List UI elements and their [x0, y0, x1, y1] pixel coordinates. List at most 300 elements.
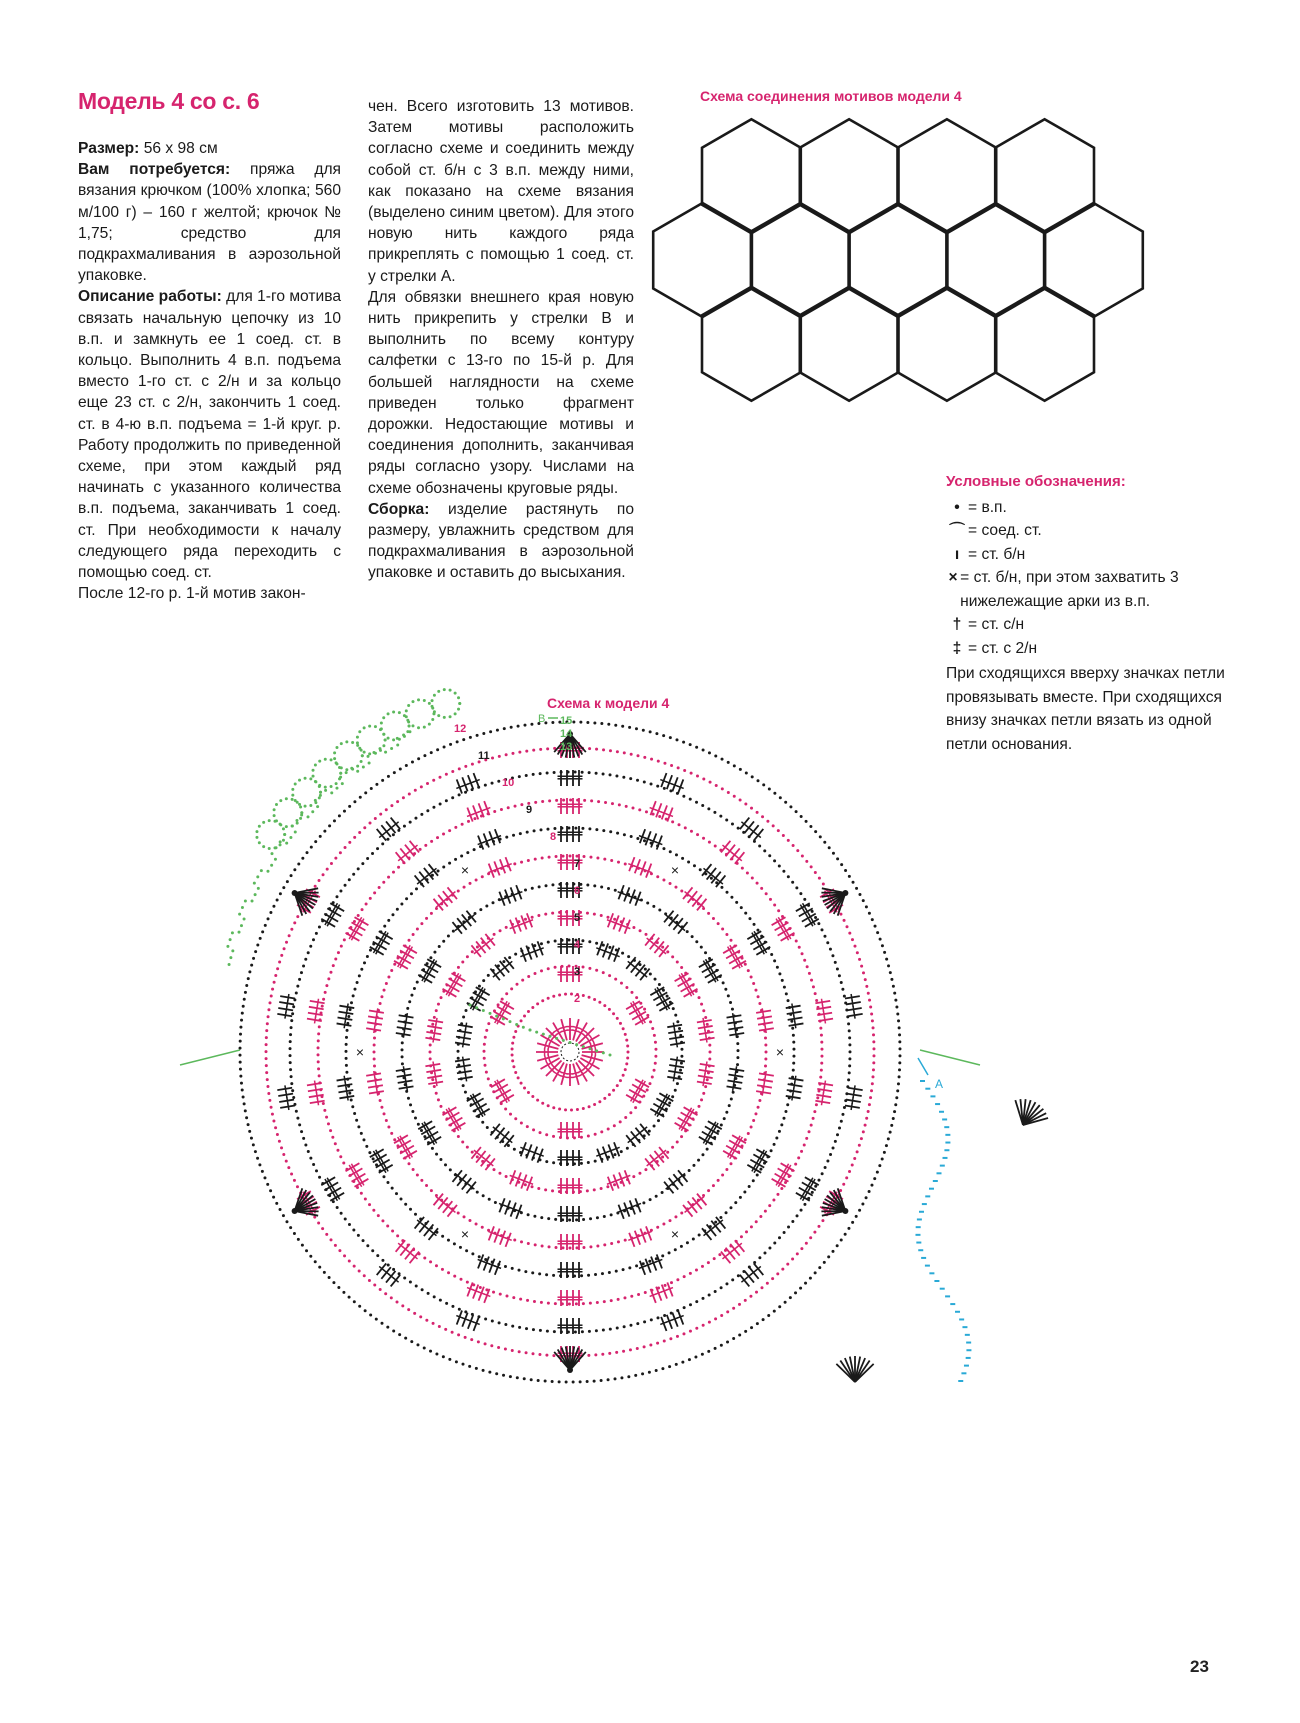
stitch-symbol — [373, 942, 387, 950]
stitch-symbol — [500, 1095, 514, 1103]
chain-dot — [758, 1256, 761, 1259]
chain-dot — [828, 846, 831, 849]
stitch-symbol — [723, 1151, 737, 1159]
stitch-symbol — [626, 1095, 640, 1103]
chain-dot — [800, 1209, 803, 1212]
row-number-label: 2 — [574, 993, 581, 1005]
chain-dot — [410, 892, 413, 895]
chain-dot — [399, 1198, 402, 1201]
chain-dot — [449, 743, 452, 746]
chain-dot — [738, 1303, 741, 1306]
stitch-symbol — [727, 1084, 742, 1091]
chain-dot — [724, 988, 727, 991]
chain-dot — [848, 1170, 851, 1173]
chain-dot — [477, 1340, 480, 1343]
chain-dot — [352, 1228, 355, 1231]
chain-dot — [595, 748, 598, 751]
chain-dot — [242, 1005, 245, 1008]
chain-dot — [868, 912, 871, 915]
chain-dot — [386, 1181, 389, 1184]
chain-dot — [568, 939, 571, 942]
chain-dot — [443, 688, 446, 691]
chain-dot — [513, 862, 516, 865]
chain-dot — [381, 842, 384, 845]
materials-paragraph — [78, 159, 341, 286]
stitch-symbol — [789, 1076, 804, 1083]
stitch-symbol — [476, 1109, 490, 1117]
chain-dot — [616, 1084, 619, 1087]
chain-dot — [462, 738, 465, 741]
chain-dot — [311, 810, 314, 813]
stitch-symbol — [781, 1163, 795, 1171]
joining-chain — [916, 1226, 921, 1228]
chain-dot — [759, 1168, 762, 1171]
chain-dot — [738, 1334, 741, 1337]
chain-dot — [259, 937, 262, 940]
joining-chain — [920, 1080, 925, 1082]
chain-dot — [430, 912, 433, 915]
chain-dot — [454, 712, 457, 715]
chain-dot — [745, 772, 748, 775]
chain-dot — [290, 928, 293, 931]
materials-label: Вам потребуется: — [78, 161, 231, 179]
chain-dot — [720, 886, 723, 889]
chain-dot — [539, 748, 542, 751]
stitch-symbol — [521, 1175, 528, 1189]
stitch-symbol — [726, 1146, 740, 1154]
chain-dot — [375, 1318, 378, 1321]
chain-dot — [813, 1110, 816, 1113]
stitch-symbol — [558, 770, 565, 786]
chain-dot — [268, 847, 271, 850]
stitch-symbol — [515, 918, 522, 932]
chain-dot — [773, 1241, 776, 1244]
joining-chain — [961, 1372, 966, 1374]
chain-dot — [272, 905, 275, 908]
chain-dot — [602, 772, 605, 775]
chain-dot — [607, 723, 610, 726]
stitch-symbol — [473, 1285, 480, 1299]
chain-dot — [324, 991, 327, 994]
chain-dot — [417, 726, 420, 729]
joining-chain — [958, 1380, 963, 1382]
chain-dot — [628, 1266, 631, 1269]
chain-dot — [438, 1325, 441, 1328]
chain-dot — [239, 1054, 242, 1057]
chain-dot — [391, 1229, 394, 1232]
chain-dot — [471, 950, 474, 953]
chain-dot — [390, 747, 393, 750]
chain-dot — [330, 862, 333, 865]
chain-dot — [312, 775, 315, 778]
chain-dot — [657, 760, 660, 763]
chain-dot — [524, 918, 527, 921]
chain-dot — [393, 963, 396, 966]
chain-dot — [400, 902, 403, 905]
chain-dot — [889, 1131, 892, 1134]
chain-dot — [345, 1064, 348, 1067]
chain-dot — [387, 1263, 390, 1266]
stitch-symbol — [564, 1150, 571, 1166]
chain-dot — [341, 782, 344, 785]
chain-dot — [527, 1213, 530, 1216]
chain-dot — [496, 729, 499, 732]
chain-dot — [391, 1187, 394, 1190]
joining-chain — [943, 1157, 948, 1159]
stitch-symbol — [708, 975, 722, 983]
stitch-symbol — [428, 1018, 443, 1025]
chain-dot — [610, 859, 613, 862]
chain-dot — [431, 699, 434, 702]
chain-dot — [315, 932, 318, 935]
chain-dot — [521, 979, 524, 982]
stitch-symbol — [640, 861, 647, 875]
stitch-symbol — [799, 1188, 813, 1196]
chain-dot — [590, 799, 593, 802]
stitch-symbol — [497, 1090, 511, 1098]
chain-dot — [782, 1117, 785, 1120]
chain-dot — [345, 1071, 348, 1074]
stitch-symbol — [452, 1123, 466, 1131]
chain-dot — [541, 999, 544, 1002]
chain-dot — [858, 958, 861, 961]
chain-dot — [449, 1168, 452, 1171]
stitch-symbol — [558, 1318, 565, 1334]
chain-dot — [570, 1108, 573, 1111]
chain-dot — [491, 757, 494, 760]
chain-dot — [614, 889, 617, 892]
chain-dot — [704, 1085, 707, 1088]
chain-dot — [301, 1244, 304, 1247]
chain-dot — [719, 815, 722, 818]
chain-dot — [482, 732, 485, 735]
chain-dot — [680, 1135, 683, 1138]
chain-dot — [545, 1273, 548, 1276]
chain-dot — [620, 1376, 623, 1379]
motif-hexagon — [946, 203, 1045, 317]
chain-dot — [342, 1162, 345, 1165]
chain-dot — [390, 804, 393, 807]
chain-dot — [524, 889, 527, 892]
chain-dot — [523, 1377, 526, 1380]
stitch-symbol — [473, 992, 487, 1000]
chain-dot — [624, 862, 627, 865]
chain-dot — [368, 1279, 371, 1282]
chain-dot — [415, 1284, 418, 1287]
chain-dot — [829, 948, 832, 951]
chain-dot — [423, 1347, 426, 1350]
chain-dot — [497, 1346, 500, 1349]
chain-dot — [317, 1060, 320, 1063]
chain-dot — [815, 1103, 818, 1106]
chain-dot — [890, 1124, 893, 1127]
chain-dot — [463, 886, 466, 889]
chain-dot — [568, 1218, 571, 1221]
chain-dot — [435, 1092, 438, 1095]
chain-dot — [898, 1047, 901, 1050]
stitch-symbol — [488, 864, 495, 878]
chain-dot — [333, 757, 336, 760]
chain-dot — [674, 1248, 677, 1251]
chain-dot — [285, 825, 288, 828]
stitch-symbol — [467, 808, 474, 822]
chain-dot — [317, 1046, 320, 1049]
stitch-symbol — [277, 1012, 292, 1019]
chain-dot — [339, 1155, 342, 1158]
joining-chain — [966, 1349, 971, 1351]
chain-dot — [462, 1016, 465, 1019]
chain-dot — [782, 834, 785, 837]
stitch-symbol — [778, 928, 792, 936]
chain-dot — [347, 1015, 350, 1018]
chain-dot — [792, 1034, 795, 1037]
chain-dot — [293, 921, 296, 924]
chain-dot — [695, 1327, 698, 1330]
chain-dot — [475, 878, 478, 881]
stitch-symbol — [489, 831, 496, 845]
chain-dot — [368, 1203, 371, 1206]
chain-dot — [589, 1302, 592, 1305]
stitch-symbol — [510, 1170, 517, 1184]
chain-dot — [744, 963, 747, 966]
chain-dot — [505, 1294, 508, 1297]
chain-dot — [488, 1198, 491, 1201]
chain-dot — [684, 826, 687, 829]
chain-dot — [654, 1062, 657, 1065]
chain-dot — [508, 956, 511, 959]
chain-dot — [772, 1199, 775, 1202]
chain-dot — [445, 799, 448, 802]
chain-dot — [468, 1365, 471, 1368]
chain-dot — [314, 780, 317, 783]
chain-dot — [621, 952, 624, 955]
stitch-symbol — [650, 833, 657, 847]
chain-dot — [682, 741, 685, 744]
chain-dot — [680, 1055, 683, 1058]
chain-dot — [794, 1163, 797, 1166]
chain-dot — [417, 698, 420, 701]
chain-dot — [874, 925, 877, 928]
chain-dot — [435, 1264, 438, 1267]
chain-dot — [420, 1129, 423, 1132]
chain-dot — [649, 1344, 652, 1347]
chain-dot — [719, 1216, 722, 1219]
chain-dot — [773, 1310, 776, 1313]
chain-dot — [387, 775, 390, 778]
chain-dot — [878, 1164, 881, 1167]
stitch-symbol — [425, 1061, 440, 1068]
chain-dot — [366, 1244, 369, 1247]
joining-chain — [934, 1280, 939, 1282]
chain-dot — [588, 827, 591, 830]
chain-dot — [369, 949, 372, 952]
chain-dot — [737, 1274, 740, 1277]
page-title: Модель 4 со с. 6 — [78, 88, 260, 114]
chain-dot — [498, 1172, 501, 1175]
chain-dot — [754, 989, 757, 992]
chain-dot — [363, 726, 366, 729]
stitch-symbol — [427, 1024, 442, 1031]
chain-dot — [757, 1106, 760, 1109]
chain-dot — [399, 767, 402, 770]
chain-dot — [843, 995, 846, 998]
chain-dot — [414, 789, 417, 792]
stitch-symbol — [634, 1198, 641, 1212]
chain-dot — [725, 1282, 728, 1285]
stitch-symbol — [702, 1132, 716, 1140]
chain-dot — [373, 891, 376, 894]
chain-dot — [377, 1214, 380, 1217]
chain-dot — [416, 1173, 419, 1176]
chain-dot — [476, 1155, 479, 1158]
chain-dot — [481, 1226, 484, 1229]
chain-dot — [770, 953, 773, 956]
chain-dot — [670, 764, 673, 767]
stitch-symbol — [421, 1126, 435, 1134]
chain-dot — [384, 751, 387, 754]
chain-dot — [757, 995, 760, 998]
chain-dot — [714, 754, 717, 757]
chain-dot — [701, 1353, 704, 1356]
chain-dot — [883, 951, 886, 954]
chain-dot — [247, 1123, 250, 1126]
chain-dot — [314, 1260, 317, 1263]
chain-dot — [860, 965, 863, 968]
chain-dot — [545, 1160, 548, 1163]
chain-dot — [491, 1320, 494, 1323]
sc-cross-marker: × — [775, 1044, 785, 1060]
chain-dot — [448, 862, 451, 865]
stitch-symbol — [346, 1163, 360, 1171]
chain-dot — [494, 1201, 497, 1204]
chain-dot — [601, 1353, 604, 1356]
chain-dot — [558, 993, 561, 996]
chain-dot — [607, 887, 610, 890]
chain-dot — [525, 750, 528, 753]
chain-dot — [409, 1103, 412, 1106]
chain-dot — [289, 836, 292, 839]
chain-dot — [466, 1146, 469, 1149]
chain-dot — [339, 772, 342, 775]
stitch-symbol — [848, 1085, 863, 1092]
chain-dot — [447, 1271, 450, 1274]
chain-dot — [865, 905, 868, 908]
chain-dot — [553, 771, 556, 774]
chain-dot — [848, 1036, 851, 1039]
chain-dot — [868, 1103, 871, 1106]
chain-dot — [881, 944, 884, 947]
chain-stitch-icon: • — [954, 498, 960, 516]
chain-dot — [582, 1302, 585, 1305]
chain-dot — [307, 951, 310, 954]
chain-dot — [668, 1251, 671, 1254]
chain-dot — [595, 969, 598, 972]
chain-dot — [296, 1185, 299, 1188]
chain-dot — [714, 1290, 717, 1293]
chain-dot — [575, 1218, 578, 1221]
motif-hexagon — [1044, 203, 1143, 317]
chain-dot — [727, 791, 730, 794]
chain-dot — [318, 879, 321, 882]
chain-dot — [482, 979, 485, 982]
stitch-symbol — [655, 803, 662, 817]
legend-text: = в.п. — [968, 498, 1007, 516]
chain-dot — [843, 1106, 846, 1109]
chain-dot — [602, 1329, 605, 1332]
chain-dot — [848, 1043, 851, 1046]
chain-dot — [608, 946, 611, 949]
stitch-symbol — [324, 914, 338, 922]
stitch-symbol — [799, 908, 813, 916]
legend-item-tr — [946, 637, 1226, 661]
row-number-label: 4 — [574, 939, 581, 951]
joining-chain — [942, 1118, 947, 1120]
stitch-symbol — [468, 775, 475, 789]
chain-dot — [552, 995, 555, 998]
chain-dot — [439, 1299, 442, 1302]
stitch-symbol — [747, 1165, 761, 1173]
stitch-symbol — [684, 1107, 698, 1115]
chain-dot — [678, 1027, 681, 1030]
chain-dot — [309, 945, 312, 948]
edging-paragraph: Для обвязки внешнего края новую нить прикрепить у стрелки В и выполнить по всему контуру салфетки с 13-го по 15-й р. Для большей наглядности на схеме приведен только фрагмент дорожки. Недостающие мотивы и соединения дополнить, заканчивая ряды согласно узору. Числами на схеме обозначены круговые ряды. — [368, 288, 634, 497]
chain-dot — [603, 1097, 606, 1100]
chain-dot — [706, 1148, 709, 1151]
chain-dot — [531, 1006, 534, 1009]
chain-dot — [650, 1318, 653, 1321]
chain-dot — [682, 1332, 685, 1335]
chain-dot — [721, 928, 724, 931]
chain-dot — [589, 1047, 592, 1050]
chain-dot — [526, 1125, 529, 1128]
stitch-symbol — [452, 973, 466, 981]
stitch-symbol — [805, 919, 819, 927]
chain-dot — [649, 1020, 652, 1023]
chain-dot — [275, 803, 278, 806]
chain-dot — [411, 1110, 414, 1113]
stitch-symbol — [470, 998, 484, 1006]
chain-dot — [575, 1246, 578, 1249]
chain-dot — [810, 865, 813, 868]
chain-dot — [568, 965, 571, 968]
chain-dot — [709, 781, 712, 784]
chain-dot — [407, 721, 410, 724]
stitch-symbol — [488, 1226, 495, 1240]
chain-dot — [293, 1232, 296, 1235]
chain-dot — [363, 751, 366, 754]
chain-dot — [443, 716, 446, 719]
chain-dot — [624, 1068, 627, 1071]
chain-dot — [580, 1274, 583, 1277]
chain-dot — [683, 1275, 686, 1278]
chain-dot — [876, 1171, 879, 1174]
chain-dot — [406, 730, 409, 733]
motif-hexagon — [800, 119, 899, 233]
chain-dot — [608, 1093, 611, 1096]
chain-dot — [518, 751, 521, 754]
chain-dot — [658, 909, 661, 912]
chain-dot — [786, 1263, 789, 1266]
chain-dot — [420, 1179, 423, 1182]
chain-dot — [800, 815, 803, 818]
chain-dot — [285, 797, 288, 800]
chain-dot — [632, 926, 635, 929]
stitch-symbol — [321, 919, 335, 927]
chain-dot — [587, 1274, 590, 1277]
stitch-symbol — [628, 857, 635, 871]
chain-dot — [423, 699, 426, 702]
legend-text: = ст. с/н — [968, 616, 1025, 633]
